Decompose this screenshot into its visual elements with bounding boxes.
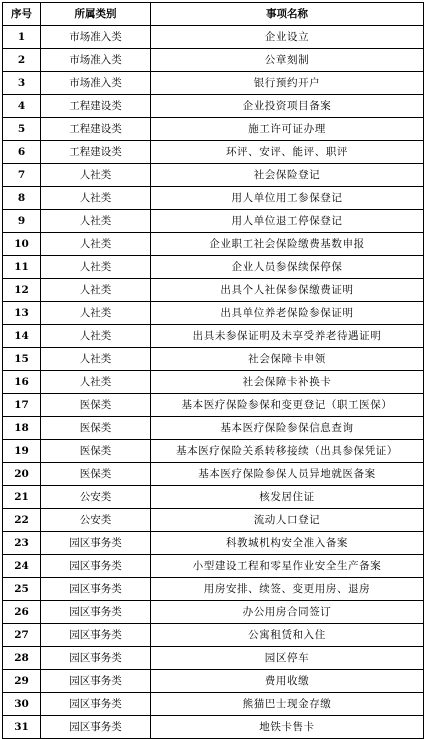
table-row: [3, 440, 424, 463]
cell-category: 园区事务类: [41, 647, 151, 670]
cell-serial-number: 18: [3, 417, 41, 440]
cell-item-name: 小型建设工程和零星作业安全生产备案: [151, 555, 424, 578]
table-row: [3, 647, 424, 670]
cell-item-name: 银行预约开户: [151, 72, 424, 95]
cell-item-name: 流动人口登记: [151, 509, 424, 532]
cell-category: 市场准入类: [41, 49, 151, 72]
header-row: [3, 3, 424, 26]
cell-serial-number: 26: [3, 601, 41, 624]
table-body: [3, 26, 424, 739]
cell-serial-number: 27: [3, 624, 41, 647]
table-row: [3, 256, 424, 279]
header-category: 所属类别: [41, 3, 151, 26]
cell-category: 医保类: [41, 394, 151, 417]
cell-serial-number: 20: [3, 463, 41, 486]
cell-category: 人社类: [41, 233, 151, 256]
cell-item-name: 费用收缴: [151, 670, 424, 693]
cell-category: 园区事务类: [41, 624, 151, 647]
cell-serial-number: 31: [3, 716, 41, 739]
cell-category: 公安类: [41, 486, 151, 509]
table-row: [3, 26, 424, 49]
cell-item-name: 社会保障卡补换卡: [151, 371, 424, 394]
table-row: [3, 601, 424, 624]
cell-item-name: 核发居住证: [151, 486, 424, 509]
service-items-table: [2, 2, 424, 739]
cell-item-name: 出具个人社保参保缴费证明: [151, 279, 424, 302]
cell-category: 园区事务类: [41, 601, 151, 624]
table-row: [3, 49, 424, 72]
cell-serial-number: 7: [3, 164, 41, 187]
table-row: [3, 279, 424, 302]
cell-category: 人社类: [41, 348, 151, 371]
cell-serial-number: 25: [3, 578, 41, 601]
cell-item-name: 熊猫巴士现金存缴: [151, 693, 424, 716]
cell-serial-number: 8: [3, 187, 41, 210]
cell-item-name: 办公用房合同签订: [151, 601, 424, 624]
table-row: [3, 509, 424, 532]
cell-item-name: 公寓租赁和入住: [151, 624, 424, 647]
cell-category: 医保类: [41, 440, 151, 463]
cell-item-name: 基本医疗保险参保人员异地就医备案: [151, 463, 424, 486]
table-row: [3, 348, 424, 371]
cell-serial-number: 28: [3, 647, 41, 670]
table-row: [3, 371, 424, 394]
cell-category: 公安类: [41, 509, 151, 532]
table-row: [3, 233, 424, 256]
cell-serial-number: 22: [3, 509, 41, 532]
table-row: [3, 532, 424, 555]
cell-serial-number: 10: [3, 233, 41, 256]
cell-serial-number: 23: [3, 532, 41, 555]
header-serial-number: 序号: [3, 3, 41, 26]
cell-item-name: 基本医疗保险参保信息查询: [151, 417, 424, 440]
cell-serial-number: 29: [3, 670, 41, 693]
cell-item-name: 企业职工社会保险缴费基数申报: [151, 233, 424, 256]
cell-category: 园区事务类: [41, 716, 151, 739]
cell-serial-number: 21: [3, 486, 41, 509]
table-row: [3, 210, 424, 233]
cell-item-name: 科教城机构安全准入备案: [151, 532, 424, 555]
cell-item-name: 用人单位退工停保登记: [151, 210, 424, 233]
cell-serial-number: 15: [3, 348, 41, 371]
table-row: [3, 187, 424, 210]
table-row: [3, 578, 424, 601]
cell-serial-number: 19: [3, 440, 41, 463]
cell-category: 人社类: [41, 164, 151, 187]
cell-item-name: 社会保障卡申领: [151, 348, 424, 371]
cell-serial-number: 17: [3, 394, 41, 417]
cell-serial-number: 30: [3, 693, 41, 716]
table-row: [3, 118, 424, 141]
cell-item-name: 园区停车: [151, 647, 424, 670]
table-row: [3, 693, 424, 716]
cell-category: 人社类: [41, 279, 151, 302]
table-row: [3, 164, 424, 187]
header-item-name: 事项名称: [151, 3, 424, 26]
cell-item-name: 用人单位用工参保登记: [151, 187, 424, 210]
cell-category: 园区事务类: [41, 532, 151, 555]
cell-category: 园区事务类: [41, 578, 151, 601]
table-row: [3, 624, 424, 647]
cell-serial-number: 1: [3, 26, 41, 49]
table-row: [3, 417, 424, 440]
cell-item-name: 企业设立: [151, 26, 424, 49]
cell-category: 医保类: [41, 463, 151, 486]
cell-serial-number: 9: [3, 210, 41, 233]
cell-item-name: 施工许可证办理: [151, 118, 424, 141]
table-row: [3, 486, 424, 509]
cell-item-name: 地铁卡售卡: [151, 716, 424, 739]
cell-serial-number: 13: [3, 302, 41, 325]
cell-item-name: 环评、安评、能评、职评: [151, 141, 424, 164]
cell-item-name: 基本医疗保险参保和变更登记（职工医保）: [151, 394, 424, 417]
table-row: [3, 302, 424, 325]
cell-serial-number: 5: [3, 118, 41, 141]
cell-serial-number: 12: [3, 279, 41, 302]
cell-item-name: 用房安排、续签、变更用房、退房: [151, 578, 424, 601]
cell-category: 人社类: [41, 187, 151, 210]
cell-category: 市场准入类: [41, 26, 151, 49]
table-row: [3, 141, 424, 164]
cell-item-name: 公章刻制: [151, 49, 424, 72]
cell-serial-number: 14: [3, 325, 41, 348]
cell-item-name: 企业人员参保续保停保: [151, 256, 424, 279]
table-row: [3, 463, 424, 486]
cell-category: 工程建设类: [41, 118, 151, 141]
table-header: [3, 3, 424, 26]
table-row: [3, 394, 424, 417]
cell-category: 工程建设类: [41, 141, 151, 164]
cell-item-name: 出具未参保证明及未享受养老待遇证明: [151, 325, 424, 348]
cell-category: 园区事务类: [41, 670, 151, 693]
table-row: [3, 670, 424, 693]
cell-category: 人社类: [41, 256, 151, 279]
cell-category: 医保类: [41, 417, 151, 440]
cell-category: 人社类: [41, 210, 151, 233]
cell-item-name: 出具单位养老保险参保证明: [151, 302, 424, 325]
table-row: [3, 716, 424, 739]
cell-serial-number: 3: [3, 72, 41, 95]
cell-serial-number: 2: [3, 49, 41, 72]
cell-serial-number: 16: [3, 371, 41, 394]
table-row: [3, 325, 424, 348]
cell-category: 人社类: [41, 371, 151, 394]
cell-category: 工程建设类: [41, 95, 151, 118]
cell-item-name: 社会保险登记: [151, 164, 424, 187]
cell-serial-number: 6: [3, 141, 41, 164]
cell-category: 人社类: [41, 302, 151, 325]
cell-item-name: 基本医疗保险关系转移接续（出具参保凭证）: [151, 440, 424, 463]
cell-serial-number: 11: [3, 256, 41, 279]
cell-category: 园区事务类: [41, 693, 151, 716]
cell-serial-number: 24: [3, 555, 41, 578]
table-row: [3, 555, 424, 578]
table-row: [3, 72, 424, 95]
table-row: [3, 95, 424, 118]
cell-item-name: 企业投资项目备案: [151, 95, 424, 118]
service-items-sheet: [2, 2, 423, 732]
cell-category: 园区事务类: [41, 555, 151, 578]
cell-category: 人社类: [41, 325, 151, 348]
cell-serial-number: 4: [3, 95, 41, 118]
cell-category: 市场准入类: [41, 72, 151, 95]
